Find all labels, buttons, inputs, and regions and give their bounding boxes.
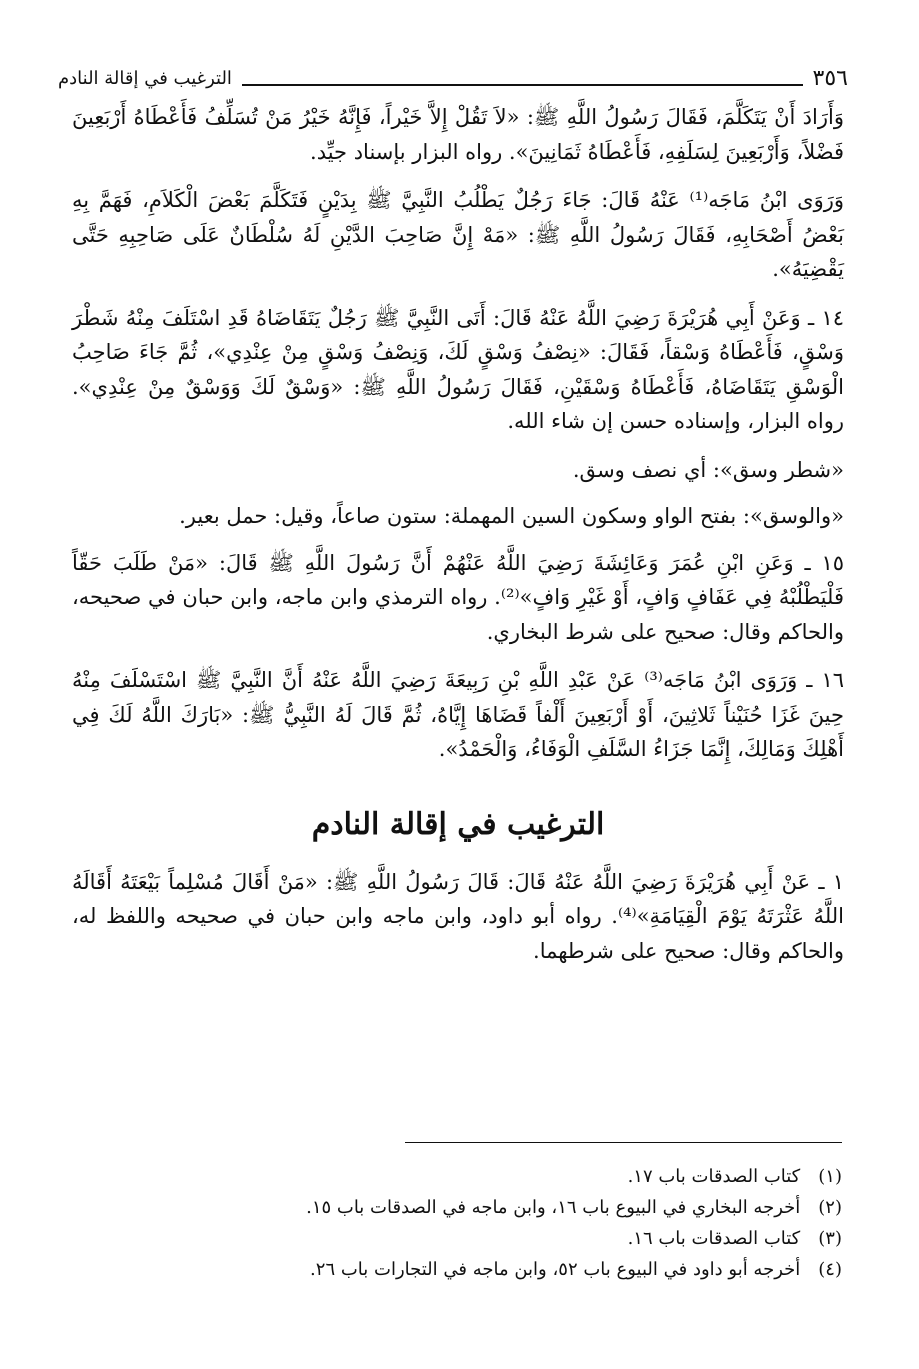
paragraph: وَأَرَادَ أَنْ يَتَكَلَّمَ، فَقَالَ رَسُولُ اللَّهِ ﷺ: «لاَ تَقُلْ إِلاَّ خَيْراً، فَإِنَّهُ خَيْرُ مَنْ تُسَلِّفُ فَأَعْطَاهُ أَرْبَعِينَ فَضْلاً، وَأَرْبَعِينَ لِسَلَفِهِ، فَأَعْطَاهُ ثَمَانِينَ». رواه البزار بإسناد جيِّد.: [72, 105, 844, 164]
footnote-text: أخرجه أبو داود في البيوع باب ٥٢، وابن ماجه في التجارات باب ٢٦.: [310, 1259, 801, 1280]
footnote: [310, 1254, 842, 1285]
paragraph: وَرَوَى ابْنُ مَاجَه⁽¹⁾ عَنْهُ قَالَ: جَاءَ رَجُلٌ يَطْلُبُ النَّبِيَّ ﷺ بِدَيْنٍ فَتَكَلَّمَ بَعْضَ الْكَلاَمِ، فَهَمَّ بِهِ بَعْضُ أَصْحَابِهِ، فَقَالَ رَسُولُ اللَّهِ ﷺ: «مَهْ إِنَّ صَاحِبَ الدَّيْنِ لَهُ سُلْطَانٌ عَلَى صَاحِبِهِ حَتَّى يَقْضِيَهُ».: [72, 188, 844, 281]
page-header: [58, 58, 848, 92]
footnote-number: (٤): [818, 1259, 842, 1280]
footnote: [306, 1192, 842, 1223]
definition-shatr-wasq: «شطر وسق»: أي نصف وسق.: [572, 457, 844, 482]
section-hadith-1: ١ ـ عَنْ أَبِي هُرَيْرَةَ رَضِيَ اللَّهُ عَنْهُ قَالَ: قَالَ رَسُولُ اللَّهِ ﷺ: «مَنْ أَقَالَ مُسْلِماً بَيْعَتَهُ أَقَالَهُ اللَّهُ عَثْرَتَهُ يَوْمَ الْقِيَامَةِ»⁽⁴⁾. رواه أبو داود، وابن ماجه وابن حبان في صحيحه واللفظ له، والحاكم وقال: صحيح على شرطهما.: [72, 869, 845, 963]
footnote: [405, 1223, 842, 1254]
footnote-text: كتاب الصدقات باب ١٧.: [627, 1166, 801, 1187]
footnotes: [306, 1142, 842, 1285]
section-title: الترغيب في إقالة النادم: [311, 806, 605, 842]
hadith-15: ١٥ ـ وَعَنِ ابْنِ عُمَرَ وَعَائِشَةَ رَضِيَ اللَّهُ عَنْهُمْ أَنَّ رَسُولَ اللَّهِ ﷺ قَالَ: «مَنْ طَلَبَ حَقّاً فَلْيَطْلُبْهُ فِي عَفَافٍ وَافٍ، أَوْ غَيْرِ وَافٍ»⁽²⁾. رواه الترمذي وابن ماجه، وابن حبان في صحيحه، والحاكم وقال: صحيح على شرط البخاري.: [72, 550, 844, 644]
page-number: ٣٥٦: [812, 66, 848, 91]
hadith-14: ١٤ ـ وَعَنْ أَبِي هُرَيْرَةَ رَضِيَ اللَّهُ عَنْهُ قَالَ: أَتَى النَّبِيَّ ﷺ رَجُلٌ يَتَقَاضَاهُ قَدِ اسْتَلَفَ مِنْهُ شَطْرَ وَسْقٍ، فَأَعْطَاهُ وَسْقاً، فَقَالَ: «نِصْفُ وَسْقٍ لَكَ، وَنِصْفُ وَسْقٍ مِنْ عِنْدِي»، ثُمَّ جَاءَ صَاحِبُ الْوَسْقِ يَتَقَاضَاهُ، فَأَعْطَاهُ وَسْقَيْنِ، فَقَالَ رَسُولُ اللَّهِ ﷺ: «وَسْقٌ لَكَ وَوَسْقٌ مِنْ عِنْدِي». رواه البزار، وإسناده حسن إن شاء الله.: [72, 305, 844, 433]
footnote-number: (٣): [818, 1228, 842, 1249]
footnote: [405, 1161, 842, 1192]
running-title: الترغيب في إقالة النادم: [58, 68, 232, 89]
footnote-text: كتاب الصدقات باب ١٦.: [627, 1228, 801, 1249]
footnote-text: أخرجه البخاري في البيوع باب ١٦، وابن ماجه في الصدقات باب ١٥.: [306, 1197, 801, 1218]
footnote-number: (٢): [818, 1197, 842, 1218]
definition-wasq: «والوسق»: بفتح الواو وسكون السين المهملة: ستون صاعاً، وقيل: حمل بعير.: [179, 504, 844, 528]
header-rule: [242, 84, 803, 86]
hadith-16: ١٦ ـ وَرَوَى ابْنُ مَاجَه⁽³⁾ عَنْ عَبْدِ اللَّهِ بْنِ رَبِيعَةَ رَضِيَ اللَّهُ عَنْهُ أَنَّ النَّبِيَّ ﷺ اسْتَسْلَفَ مِنْهُ حِينَ غَزَا حُنَيْناً ثَلاثِينَ، أَوْ أَرْبَعِينَ أَلْفاً قَضَاهَا إِيَّاهُ، ثُمَّ قَالَ لَهُ النَّبِيُّ ﷺ: «بَارَكَ اللَّهُ لَكَ فِي أَهْلِكَ وَمَالِكَ، إِنَّمَا جَزَاءُ السَّلَفِ الْوَفَاءُ، وَالْحَمْدُ».: [72, 668, 844, 761]
footnote-number: (١): [818, 1166, 842, 1187]
main-text: [72, 100, 844, 982]
